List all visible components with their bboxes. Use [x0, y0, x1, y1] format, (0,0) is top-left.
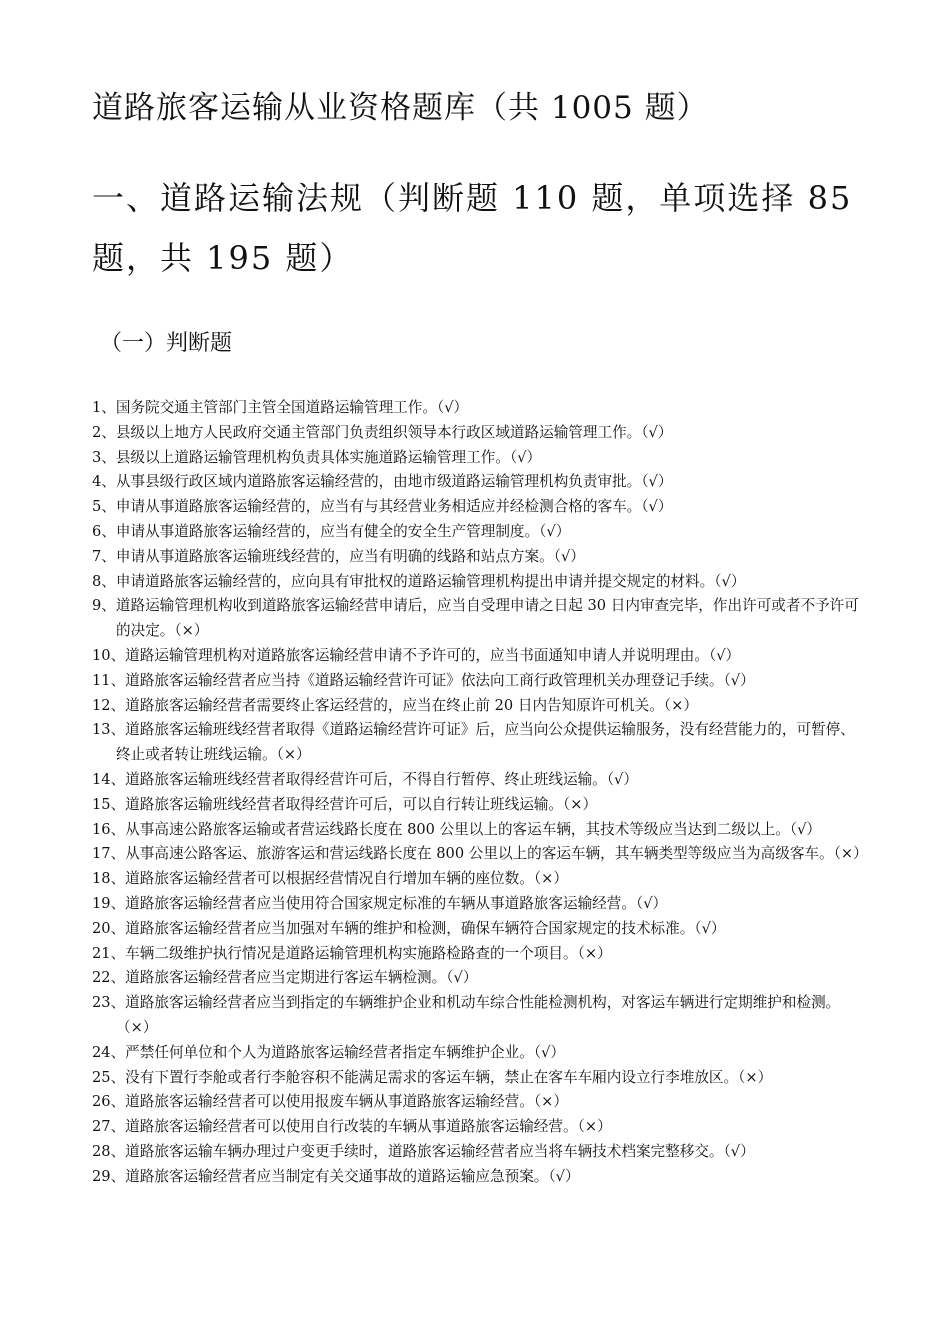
document-title: 道路旅客运输从业资格题库（共 1005 题）: [92, 90, 709, 126]
question-item: 24、严禁任何单位和个人为道路旅客运输经营者指定车辆维护企业。（√）: [92, 1043, 565, 1061]
question-item: 1、国务院交通主管部门主管全国道路运输管理工作。（√）: [92, 399, 469, 416]
question-list: [92, 396, 868, 1190]
question-item: 6、申请从事道路旅客运输经营的，应当有健全的安全生产管理制度。（√）: [92, 522, 571, 540]
question-item: 21、车辆二级维护执行情况是道路运输管理机构实施路检路查的一个项目。（×）: [92, 944, 612, 962]
question-item: 23、道路旅客运输经营者应当到指定的车辆维护企业和机动车综合性能检测机构，对客运车辆进行定期维护和检测。（×）: [92, 994, 841, 1036]
question-item: 28、道路旅客运输车辆办理过户变更手续时，道路旅客运输经营者应当将车辆技术档案完整移交。（√）: [92, 1142, 755, 1160]
question-item: 18、道路旅客运输经营者可以根据经营情况自行增加车辆的座位数。（×）: [92, 870, 568, 888]
question-item: 26、道路旅客运输经营者可以使用报废车辆从事道路旅客运输经营。（×）: [92, 1093, 568, 1111]
subsection-heading: （一）判断题: [100, 331, 233, 356]
question-item: 17、从事高速公路客运、旅游客运和营运线路长度在 800 公里以上的客运车辆，其车辆类型等级应当为高级客车。（×）: [92, 845, 868, 863]
question-item: 13、道路旅客运输班线经营者取得《道路运输经营许可证》后，应当向公众提供运输服务，没有经营能力的，可暂停、终止或者转让班线运输。（×）: [92, 721, 855, 764]
question-item: 10、道路运输管理机构对道路旅客运输经营申请不予许可的，应当书面通知申请人并说明理由。（√）: [92, 646, 741, 664]
question-item: 3、县级以上道路运输管理机构负责具体实施道路运输管理工作。（√）: [92, 448, 542, 466]
question-item: 4、从事县级行政区域内道路旅客运输经营的，由地市级道路运输管理机构负责审批。（√）: [92, 473, 673, 491]
question-item: 11、道路旅客运输经营者应当持《道路运输经营许可证》依法向工商行政管理机关办理登记手续。（√）: [92, 671, 755, 689]
question-item: 25、没有下置行李舱或者行李舱容积不能满足需求的客运车辆，禁止在客车车厢内设立行李堆放区。（×）: [92, 1068, 773, 1086]
question-item: 19、道路旅客运输经营者应当使用符合国家规定标准的车辆从事道路旅客运输经营。（√）: [92, 894, 668, 912]
question-item: 22、道路旅客运输经营者应当定期进行客运车辆检测。（√）: [92, 969, 478, 987]
question-item: 14、道路旅客运输班线经营者取得经营许可后，不得自行暂停、终止班线运输。（√）: [92, 770, 638, 788]
question-item: 29、道路旅客运输经营者应当制定有关交通事故的道路运输应急预案。（√）: [92, 1167, 580, 1185]
question-item: 16、从事高速公路旅客运输或者营运线路长度在 800 公里以上的客运车辆，其技术等级应当达到二级以上。（√）: [92, 820, 822, 838]
question-item: 27、道路旅客运输经营者可以使用自行改装的车辆从事道路旅客运输经营。（×）: [92, 1118, 612, 1136]
question-item: 7、申请从事道路旅客运输班线经营的，应当有明确的线路和站点方案。（√）: [92, 547, 585, 565]
section-heading: 一、道路运输法规（判断题 110 题，单项选择 85 题，共 195 题）: [92, 179, 853, 277]
question-item: 5、申请从事道路旅客运输经营的，应当有与其经营业务相适应并经检测合格的客车。（√）: [92, 498, 673, 516]
question-item: 9、道路运输管理机构收到道路旅客运输经营申请后，应当自受理申请之日起 30 日内审查完毕，作出许可或者不予许可的决定。（×）: [92, 597, 859, 640]
question-item: 20、道路旅客运输经营者应当加强对车辆的维护和检测，确保车辆符合国家规定的技术标准。（√）: [92, 919, 726, 937]
question-item: 8、申请道路旅客运输经营的，应向具有审批权的道路运输管理机构提出申请并提交规定的材料。（√）: [92, 572, 746, 590]
question-item: 15、道路旅客运输班线经营者取得经营许可后，可以自行转让班线运输。（×）: [92, 795, 598, 813]
question-item: 12、道路旅客运输经营者需要终止客运经营的，应当在终止前 20 日内告知原许可机关。（×）: [92, 696, 698, 714]
question-item: 2、县级以上地方人民政府交通主管部门负责组织领导本行政区域道路运输管理工作。（√）: [92, 423, 673, 441]
